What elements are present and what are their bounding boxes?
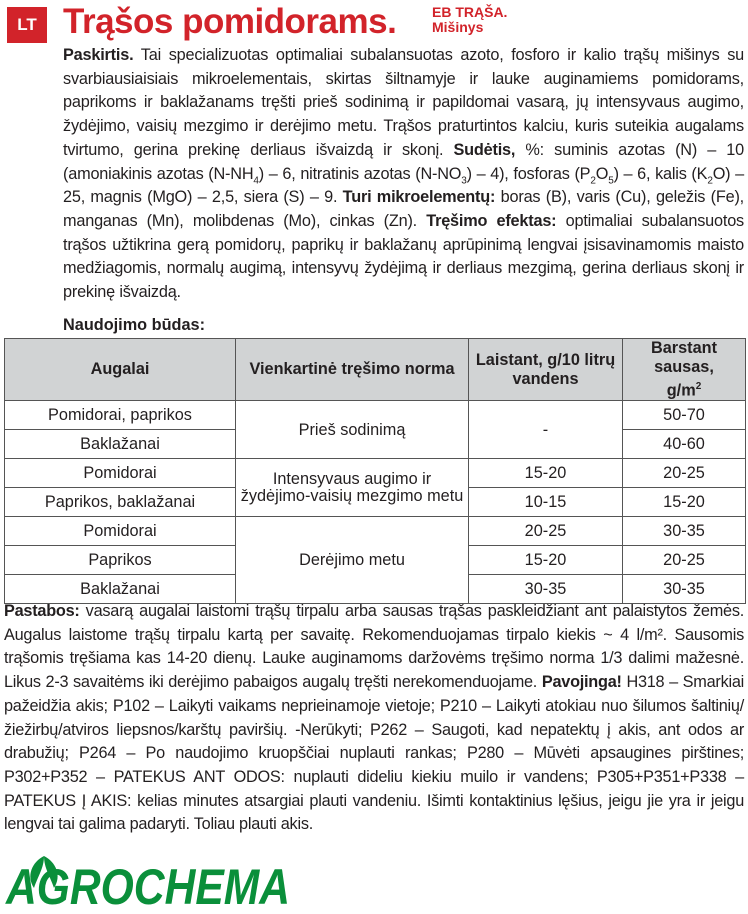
- paskirtis-text: Tai specializuotas optimaliai subalansuotas azoto, fosforo ir kalio trąšų mišinys su svarbiausiaisiais mikroelementais, skirtas šiltnamyje ir lauke auginamiems pomidorams, paprikoms ir baklažanams tręšti prieš sodinimą ir papildomai vasarą, jų intensyvaus augimo, žydėjimo, vaisių mezgimo ir derėjimo metu. Trąšos praturtintos kalciu, kuris suteikia augalams tvirtumo, gerina prekinę derliaus išvaizdą ir skonį.: [63, 46, 744, 159]
- table-cell: 20-25: [623, 546, 746, 575]
- table-cell: Baklažanai: [5, 575, 236, 604]
- table-cell: 40-60: [623, 430, 746, 459]
- sudetis-text-d: O: [595, 164, 609, 183]
- sudetis-subscript: 4: [253, 174, 259, 186]
- table-cell: Prieš sodinimą: [236, 401, 469, 459]
- sudetis-subscript: 2: [707, 174, 713, 186]
- table-row: [5, 401, 746, 430]
- sudetis-subscript: 3: [461, 174, 467, 186]
- table-cell: Paprikos, baklažanai: [5, 488, 236, 517]
- header-watering: Laistant, g/10 litrų vandens: [469, 339, 623, 401]
- pastabos-label: Pastabos:: [4, 602, 80, 620]
- table-cell: Paprikos: [5, 546, 236, 575]
- product-type: [432, 5, 507, 35]
- sudetis-text-e: ) – 6, kalis (K: [613, 164, 708, 183]
- logo-text: AGROCHEMA: [4, 859, 291, 914]
- header-plants: Augalai: [5, 339, 236, 401]
- pavojinga-label: Pavojinga!: [541, 673, 622, 692]
- mikroelementai-label: Turi mikroelementų:: [342, 188, 496, 207]
- notes-section: [4, 600, 744, 837]
- product-type-line1: EB TRĄŠA.: [432, 4, 508, 20]
- table-cell: 30-35: [469, 575, 623, 604]
- table-cell: Intensyvaus augimo ir žydėjimo-vaisių mezgimo metu: [236, 459, 469, 517]
- sudetis-text-f: O) – 25, magnis (MgO) – 2,5, siera (S) – 9.: [63, 164, 744, 207]
- table-cell: Derėjimo metu: [236, 517, 469, 604]
- agrochema-logo: [4, 842, 294, 914]
- table-cell: 15-20: [469, 546, 623, 575]
- table-cell: Pomidorai, paprikos: [5, 401, 236, 430]
- mikroelementai-text: boras (B), varis (Cu), geležis (Fe), manganas (Mn), molibdenas (Mo), cinkas (Zn).: [63, 188, 744, 230]
- table-cell: 20-25: [623, 459, 746, 488]
- table-cell: Pomidorai: [5, 459, 236, 488]
- product-type-line2: Mišinys: [432, 19, 484, 35]
- sudetis-text-b: ) – 6, nitratinis azotas (N-NO: [258, 164, 462, 183]
- efektas-text: optimaliai subalansuotos trąšos užtikrina gerą pomidorų, paprikų ir baklažanų aprūpinimą lengvai įsisavinamomis maisto medžiagomis, normalų augimą, intensyvų žydėjimą ir derliaus mezgimą, gerina derliaus skonį ir prekinę išvaizdą.: [63, 211, 744, 302]
- pastabos-text: vasarą augalai laistomi trąšų tirpalu arba sausas trąšas paskleidžiant ant palaistytos žemės. Augalus laistome trąšų tirpalu kartą per savaitę. Rekomenduojamas tirpalo kiekis ~ 4 l/m². Sausomis trąšomis tręšiama kas 14-20 dienų. Lauke auginamoms daržovėms tręšimo norma 1/3 dalimi mažesnė. Likus 2-3 savaitėms iki derėjimo pabaigos augalų tręšti nerekomenduojame.: [4, 602, 744, 692]
- header-dry: Barstant sausas, $g/m^2$: [623, 339, 746, 401]
- usage-title: Naudojimo būdas:: [63, 316, 206, 334]
- table-header-row: [5, 339, 746, 401]
- efektas-label: Tręšimo efektas:: [426, 211, 557, 230]
- dosage-table: [4, 338, 746, 604]
- table-row: [5, 459, 746, 488]
- table-cell: Pomidorai: [5, 517, 236, 546]
- table-cell: Baklažanai: [5, 430, 236, 459]
- product-title: Trąšos pomidorams.: [63, 2, 397, 41]
- sudetis-subscript: 2: [590, 174, 596, 186]
- table-cell: 10-15: [469, 488, 623, 517]
- table-row: [5, 517, 746, 546]
- table-cell: 30-35: [623, 517, 746, 546]
- language-badge: LT: [7, 7, 47, 43]
- paskirtis-label: Paskirtis.: [63, 46, 134, 64]
- table-cell: 20-25: [469, 517, 623, 546]
- table-cell: 30-35: [623, 575, 746, 604]
- pavojinga-text: H318 – Smarkiai pažeidžia akis; P102 – Laikyti vaikams neprieinamoje vietoje; P210 – Laikyti atokiau nuo šilumos šaltinių/žiežirbų/atviros liepsnos/karštų paviršių. -Nerūkyti; P262 – Saugoti, kad nepatektų į akis, ant odos ar drabužių; P264 – Po naudojimo kruopščiai nuplauti rankas; P280 – Mūvėti apsaugines pirštines; P302+P352 – PATEKUS ANT ODOS: nuplauti dideliu kiekiu muilo ir vandens; P305+P351+P338 – PATEKUS Į AKIS: kelias minutes atsargiai plauti vandeniu. Išimti kontaktinius lęšius, jeigu jie yra ir jeigu lengvai tai galima padaryti. Toliau plauti akis.: [4, 673, 744, 834]
- sudetis-label: Sudėtis,: [453, 140, 516, 159]
- sudetis-text-c: ) – 4), fosforas (P: [466, 164, 591, 183]
- table-cell: 15-20: [469, 459, 623, 488]
- sudetis-text-a: %: suminis azotas (N) – 10 (amoniakinis azotas (N-NH: [63, 140, 744, 183]
- sudetis-subscript: 5: [608, 174, 614, 186]
- table-cell: 50-70: [623, 401, 746, 430]
- header-norm: Vienkartinė tręšimo norma: [236, 339, 469, 401]
- table-cell: 15-20: [623, 488, 746, 517]
- product-description: [63, 44, 744, 305]
- table-cell: -: [469, 401, 623, 459]
